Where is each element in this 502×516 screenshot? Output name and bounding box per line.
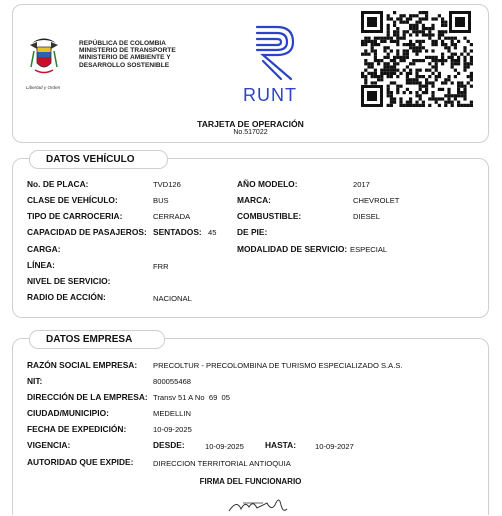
vigencia-label: VIGENCIA:	[27, 440, 71, 450]
capacidad-label: CAPACIDAD DE PASAJEROS:	[27, 227, 147, 237]
nit-label: NIT:	[27, 376, 43, 386]
header-card	[12, 4, 489, 143]
direccion-value: Transv 51 A No 69 05	[153, 393, 230, 402]
razon-value: PRECOLTUR - PRECOLOMBINA DE TURISMO ESPECIALIZADO S.A.S.	[153, 361, 403, 370]
combustible-value: DIESEL	[353, 212, 381, 221]
gov-line: MINISTERIO DE AMBIENTE Y	[79, 54, 171, 62]
modalidad-label: MODALIDAD DE SERVICIO:	[237, 244, 348, 254]
hasta-value: 10-09-2027	[315, 442, 354, 451]
carroceria-value: CERRADA	[153, 212, 191, 221]
motto: Libertad y Orden	[26, 85, 61, 90]
firma-label: FIRMA DEL FUNCIONARIO	[199, 477, 302, 486]
sentados-value: 45	[208, 228, 217, 237]
carga-label: CARGA:	[27, 244, 61, 254]
marca-value: CHEVROLET	[353, 196, 400, 205]
document-title: TARJETA DE OPERACIÓN	[197, 119, 304, 129]
modelo-value: 2017	[353, 180, 370, 189]
sentados-label: SENTADOS:	[153, 227, 202, 237]
section-title-empresa: DATOS EMPRESA	[29, 330, 165, 349]
ciudad-value: MEDELLIN	[153, 409, 191, 418]
clase-value: BUS	[153, 196, 169, 205]
gov-line: REPÚBLICA DE COLOMBIA	[79, 40, 166, 47]
modalidad-value: ESPECIAL	[350, 245, 388, 254]
company-section	[12, 334, 489, 515]
nivel-label: NIVEL DE SERVICIO:	[27, 276, 111, 286]
carroceria-label: TIPO DE CARROCERIA:	[27, 211, 123, 221]
government-header	[79, 40, 176, 69]
section-title-vehiculo: DATOS VEHÍCULO	[29, 150, 168, 169]
direccion-label: DIRECCIÓN DE LA EMPRESA:	[27, 392, 148, 402]
desde-label: DESDE:	[153, 440, 185, 450]
autoridad-label: AUTORIDAD QUE EXPIDE:	[27, 457, 134, 467]
nit-value: 800055468	[153, 377, 192, 386]
marca-label: MARCA:	[237, 195, 271, 205]
document-number: No.517022	[233, 129, 268, 136]
linea-label: LÍNEA:	[27, 260, 55, 270]
radio-value: NACIONAL	[153, 294, 192, 303]
radio-label: RADIO DE ACCIÓN:	[27, 292, 106, 302]
placa-label: No. DE PLACA:	[27, 179, 89, 189]
runt-logo-icon	[253, 23, 301, 83]
combustible-label: COMBUSTIBLE:	[237, 211, 302, 221]
gov-line: DESARROLLO SOSTENIBLE	[79, 61, 170, 69]
modelo-label: AÑO MODELO:	[237, 179, 298, 189]
clase-label: CLASE DE VEHÍCULO:	[27, 195, 118, 205]
placa-value: TVD126	[153, 180, 181, 189]
fecha-label: FECHA DE EXPEDICIÓN:	[27, 424, 127, 434]
linea-value: FRR	[153, 262, 169, 271]
hasta-label: HASTA:	[265, 440, 297, 450]
razon-label: RAZÓN SOCIAL EMPRESA:	[27, 360, 138, 370]
qr-code	[359, 9, 473, 109]
runt-brand-text: RUNT	[243, 85, 297, 105]
autoridad-value: DIRECCION TERRITORIAL ANTIOQUIA	[153, 459, 291, 468]
coat-of-arms-icon	[29, 37, 59, 77]
depie-label: DE PIE:	[237, 227, 268, 237]
desde-value: 10-09-2025	[205, 442, 244, 451]
signature	[223, 491, 293, 516]
vehicle-section	[12, 154, 489, 318]
fecha-value: 10-09-2025	[153, 425, 192, 434]
ciudad-label: CIUDAD/MUNICIPIO:	[27, 408, 109, 418]
gov-line: MINISTERIO DE TRANSPORTE	[79, 47, 176, 55]
